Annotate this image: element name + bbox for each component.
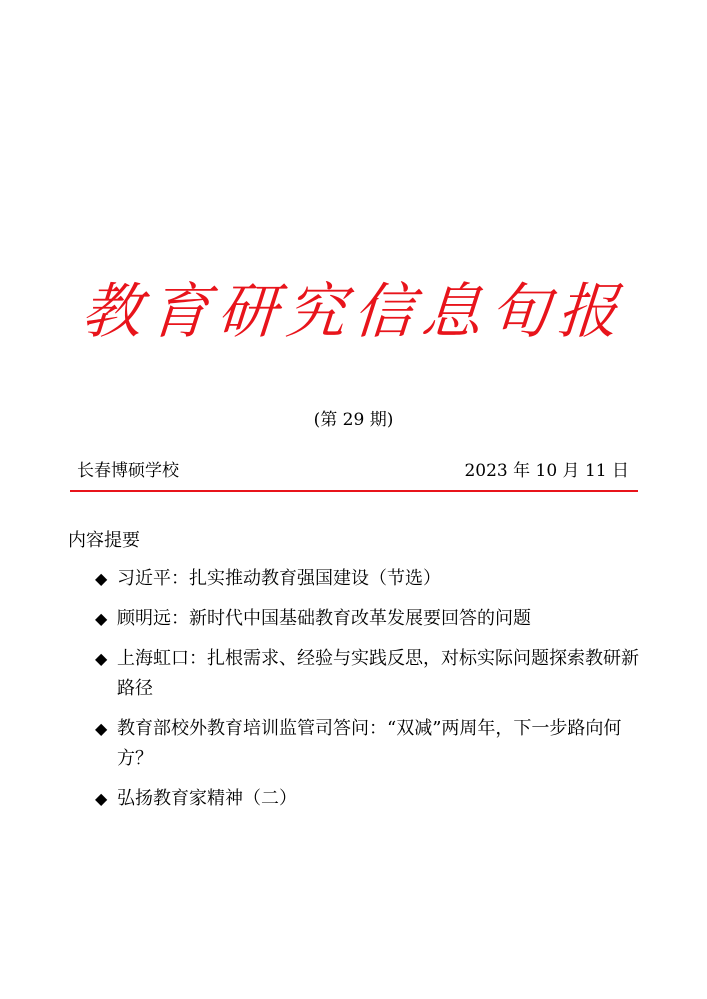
diamond-bullet-icon: ◆ — [95, 569, 108, 588]
toc-item — [95, 714, 645, 774]
toc-item — [95, 604, 645, 634]
toc-item — [95, 644, 645, 704]
toc-heading: 内容提要 — [68, 530, 140, 551]
toc-item — [95, 564, 645, 594]
toc-item — [95, 784, 645, 814]
issue-date: 2023 年 10 月 11 日 — [464, 461, 629, 481]
masthead-title: 教育研究信息旬报 — [79, 277, 628, 347]
toc-list — [95, 564, 645, 824]
toc-item-text: 顾明远：新时代中国基础教育改革发展要回答的问题 — [117, 608, 531, 629]
diamond-bullet-icon: ◆ — [95, 719, 108, 738]
header-divider — [70, 490, 638, 492]
dateline — [77, 458, 629, 484]
diamond-bullet-icon: ◆ — [95, 609, 108, 628]
diamond-bullet-icon: ◆ — [95, 789, 108, 808]
diamond-bullet-icon: ◆ — [95, 649, 108, 668]
toc-item-text: 习近平：扎实推动教育强国建设（节选） — [117, 568, 441, 589]
toc-item-text: 上海虹口：扎根需求、经验与实践反思，对标实际问题探索教研新路径 — [117, 648, 639, 699]
toc-item-text: 教育部校外教育培训监管司答问：“双减”两周年，下一步路向何方？ — [117, 718, 622, 769]
school-name: 长春博硕学校 — [77, 461, 179, 481]
issue-number: (第 29 期) — [313, 410, 394, 430]
toc-item-text: 弘扬教育家精神（二） — [117, 788, 297, 809]
